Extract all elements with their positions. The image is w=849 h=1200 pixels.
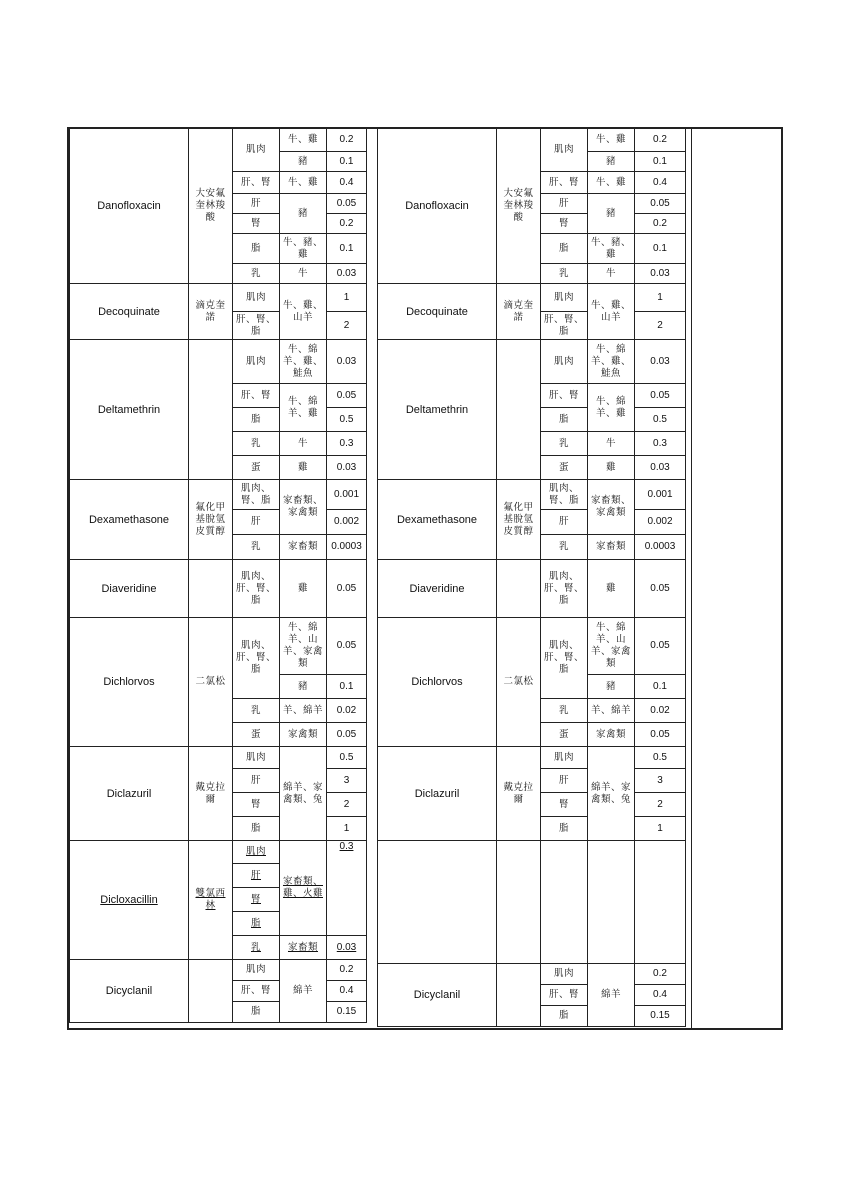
- limit-value: 0.02: [327, 699, 367, 723]
- tissue-cell: 蛋: [541, 723, 588, 747]
- limit-value: 0.002: [635, 510, 686, 535]
- species-cell: 豬: [588, 675, 635, 699]
- limit-value: 0.2: [327, 214, 367, 234]
- drug-chinese-name-underlined: 雙氯西林: [189, 841, 233, 960]
- limit-value: 0.2: [635, 964, 686, 985]
- limit-value: 0.5: [635, 747, 686, 769]
- drug-chinese-name: [189, 560, 233, 618]
- limit-value: 0.05: [635, 618, 686, 675]
- limit-value: 0.001: [327, 480, 367, 510]
- tissue-cell: 肝、腎、脂: [541, 312, 588, 340]
- species-cell: 豬: [588, 194, 635, 234]
- drug-name: Dichlorvos: [70, 618, 189, 747]
- species-cell: 豬: [280, 675, 327, 699]
- tissue-cell: 肝、腎: [233, 172, 280, 194]
- drug-name: Deltamethrin: [378, 340, 497, 480]
- tissue-cell: 肝: [233, 769, 280, 793]
- limit-value: 0.3: [327, 432, 367, 456]
- tissue-cell: 脂: [233, 408, 280, 432]
- limit-value: 0.05: [635, 194, 686, 214]
- limit-value: 1: [635, 284, 686, 312]
- drug-chinese-name: 大安氟奎林羧酸: [189, 129, 233, 284]
- limit-value: 2: [635, 312, 686, 340]
- frame-divider: [691, 127, 692, 1030]
- drug-name: Dexamethasone: [70, 480, 189, 560]
- limit-value: 0.03: [327, 456, 367, 480]
- limit-value: 0.2: [635, 214, 686, 234]
- limit-value: 0.03: [327, 340, 367, 384]
- tissue-cell: 肌肉: [233, 340, 280, 384]
- limit-value: 0.1: [327, 152, 367, 172]
- limit-value: 0.0003: [327, 535, 367, 560]
- tissue-cell: 肌肉: [233, 841, 280, 864]
- drug-name: Diaveridine: [378, 560, 497, 618]
- limit-value: 0.03: [635, 340, 686, 384]
- tissue-cell: 脂: [233, 912, 280, 936]
- limit-value: 0.2: [327, 129, 367, 152]
- limit-value: 0.03: [635, 456, 686, 480]
- tissue-cell: 肝: [233, 864, 280, 888]
- tissue-cell: 肌肉、腎、脂: [233, 480, 280, 510]
- residue-table-right: [377, 128, 686, 1027]
- drug-name: Danofloxacin: [378, 129, 497, 284]
- species-cell: 牛、綿羊、雞: [280, 384, 327, 432]
- limit-value: 2: [327, 793, 367, 817]
- species-cell: 豬: [280, 194, 327, 234]
- drug-chinese-name: [189, 340, 233, 480]
- drug-chinese-name: [497, 340, 541, 480]
- species-cell: 綿羊: [588, 964, 635, 1027]
- species-cell: 雞: [280, 456, 327, 480]
- tissue-cell: 蛋: [233, 456, 280, 480]
- tissue-cell: 脂: [541, 1006, 588, 1027]
- species-cell: 家畜類、家禽類: [588, 480, 635, 535]
- species-cell: 羊、綿羊: [280, 699, 327, 723]
- tissue-cell: 肝: [233, 510, 280, 535]
- limit-value: 0.2: [635, 129, 686, 152]
- species-cell: 綿羊、家禽類、兔: [588, 747, 635, 841]
- species-cell: 牛: [280, 264, 327, 284]
- species-cell: 豬: [280, 152, 327, 172]
- limit-value: 3: [327, 769, 367, 793]
- species-cell: 家畜類: [588, 535, 635, 560]
- species-cell: 家畜類、雞、火雞: [280, 841, 327, 936]
- species-cell: 牛、豬、雞: [280, 234, 327, 264]
- limit-value: 0.1: [635, 152, 686, 172]
- tissue-cell: 乳: [233, 699, 280, 723]
- empty-cell: [541, 841, 588, 964]
- tissue-cell: 肝、腎: [233, 384, 280, 408]
- residue-table-left: [69, 128, 367, 1023]
- species-cell: 牛、雞、山羊: [280, 284, 327, 340]
- species-cell: 牛、雞: [280, 172, 327, 194]
- species-cell: 牛、綿羊、山羊、家禽類: [588, 618, 635, 675]
- tissue-cell: 肌肉、肝、腎、脂: [541, 618, 588, 699]
- tissue-cell: 脂: [541, 817, 588, 841]
- species-cell: 家畜類: [280, 535, 327, 560]
- tissue-cell: 肌肉: [233, 960, 280, 981]
- limit-value: 0.15: [327, 1002, 367, 1023]
- tissue-cell: 脂: [541, 234, 588, 264]
- limit-value: 1: [327, 817, 367, 841]
- species-cell: 牛、綿羊、雞、鮭魚: [588, 340, 635, 384]
- drug-name: Dicyclanil: [378, 964, 497, 1027]
- drug-name: Danofloxacin: [70, 129, 189, 284]
- limit-value: 0.05: [327, 384, 367, 408]
- drug-chinese-name: [497, 560, 541, 618]
- limit-value: 1: [327, 284, 367, 312]
- tissue-cell: 腎: [233, 214, 280, 234]
- tissue-cell: 肝、腎、脂: [233, 312, 280, 340]
- limit-value: 0.3: [635, 432, 686, 456]
- drug-chinese-name: 氟化甲基脫氫皮質醇: [189, 480, 233, 560]
- tissue-cell: 肌肉、肝、腎、脂: [541, 560, 588, 618]
- tissue-cell: 肌肉: [233, 129, 280, 172]
- limit-value: 0.02: [635, 699, 686, 723]
- species-cell: 家禽類: [280, 723, 327, 747]
- species-cell: 雞: [280, 560, 327, 618]
- tissue-cell: 肝、腎: [541, 985, 588, 1006]
- limit-value: 3: [635, 769, 686, 793]
- species-cell: 家畜類、家禽類: [280, 480, 327, 535]
- drug-name: Deltamethrin: [70, 340, 189, 480]
- species-cell: 牛、綿羊、山羊、家禽類: [280, 618, 327, 675]
- drug-name: Dicyclanil: [70, 960, 189, 1023]
- limit-value: 0.1: [635, 234, 686, 264]
- species-cell: 牛、綿羊、雞: [588, 384, 635, 432]
- tissue-cell: 肝: [541, 510, 588, 535]
- drug-chinese-name: 氟化甲基脫氫皮質醇: [497, 480, 541, 560]
- species-cell: 羊、綿羊: [588, 699, 635, 723]
- species-cell: 牛、雞: [588, 172, 635, 194]
- limit-value: 0.4: [635, 985, 686, 1006]
- species-cell: 雞: [588, 560, 635, 618]
- tissue-cell: 肌肉: [541, 284, 588, 312]
- tissue-cell: 腎: [541, 214, 588, 234]
- species-cell: 牛、豬、雞: [588, 234, 635, 264]
- species-cell: 豬: [588, 152, 635, 172]
- tissue-cell: 肝、腎: [541, 384, 588, 408]
- tissue-cell: 肌肉: [541, 129, 588, 172]
- tissue-cell: 肌肉: [233, 747, 280, 769]
- drug-chinese-name: 二氯松: [189, 618, 233, 747]
- tissue-cell: 腎: [233, 888, 280, 912]
- tissue-cell: 肝: [541, 194, 588, 214]
- species-cell: 綿羊、家禽類、兔: [280, 747, 327, 841]
- limit-value: 0.5: [635, 408, 686, 432]
- tissue-cell: 脂: [233, 817, 280, 841]
- tissue-cell: 肌肉、肝、腎、脂: [233, 618, 280, 699]
- limit-value: 0.5: [327, 747, 367, 769]
- limit-value: 0.4: [327, 981, 367, 1002]
- drug-name: Dichlorvos: [378, 618, 497, 747]
- limit-value: 0.05: [635, 384, 686, 408]
- drug-name: Diclazuril: [378, 747, 497, 841]
- limit-value: 0.1: [327, 234, 367, 264]
- tissue-cell: 肌肉: [541, 747, 588, 769]
- drug-chinese-name: 二氯松: [497, 618, 541, 747]
- tissue-cell: 腎: [233, 793, 280, 817]
- tissue-cell: 腎: [541, 793, 588, 817]
- tissue-cell: 肌肉: [541, 340, 588, 384]
- limit-value: 0.4: [635, 172, 686, 194]
- tissue-cell: 肝、腎: [233, 981, 280, 1002]
- limit-value: 0.05: [327, 560, 367, 618]
- drug-name: Diclazuril: [70, 747, 189, 841]
- species-cell: 牛: [588, 432, 635, 456]
- drug-chinese-name: 戴克拉爾: [497, 747, 541, 841]
- drug-chinese-name: 戴克拉爾: [189, 747, 233, 841]
- limit-value: 0.05: [635, 723, 686, 747]
- tissue-cell: 乳: [541, 432, 588, 456]
- limit-value: 0.05: [327, 194, 367, 214]
- limit-value: 0.03: [635, 264, 686, 284]
- limit-value: 2: [635, 793, 686, 817]
- tissue-cell: 肌肉: [541, 964, 588, 985]
- drug-name: Decoquinate: [70, 284, 189, 340]
- tissue-cell: 乳: [541, 699, 588, 723]
- drug-chinese-name: 大安氟奎林羧酸: [497, 129, 541, 284]
- tissue-cell: 乳: [233, 535, 280, 560]
- species-cell: 家畜類: [280, 936, 327, 960]
- tissue-cell: 脂: [233, 234, 280, 264]
- empty-cell: [635, 841, 686, 964]
- empty-cell: [378, 841, 497, 964]
- tissue-cell: 乳: [541, 264, 588, 284]
- tissue-cell: 脂: [233, 1002, 280, 1023]
- tissue-cell: 肌肉、肝、腎、脂: [233, 560, 280, 618]
- species-cell: 牛、雞: [280, 129, 327, 152]
- limit-value: 2: [327, 312, 367, 340]
- limit-value: 0.001: [635, 480, 686, 510]
- tissue-cell: 乳: [233, 936, 280, 960]
- tissue-cell: 乳: [541, 535, 588, 560]
- limit-value: 0.4: [327, 172, 367, 194]
- limit-value: 0.05: [327, 723, 367, 747]
- drug-name: Decoquinate: [378, 284, 497, 340]
- tissue-cell: 乳: [233, 432, 280, 456]
- limit-value: 1: [635, 817, 686, 841]
- drug-chinese-name: 滴克奎諾: [189, 284, 233, 340]
- drug-name: Dexamethasone: [378, 480, 497, 560]
- limit-value: 0.1: [327, 675, 367, 699]
- tissue-cell: 蛋: [233, 723, 280, 747]
- tissue-cell: 肝、腎: [541, 172, 588, 194]
- species-cell: 綿羊: [280, 960, 327, 1023]
- tissue-cell: 肌肉: [233, 284, 280, 312]
- empty-cell: [497, 841, 541, 964]
- species-cell: 牛、綿羊、雞、鮭魚: [280, 340, 327, 384]
- species-cell: 家禽類: [588, 723, 635, 747]
- drug-chinese-name: 滴克奎諾: [497, 284, 541, 340]
- limit-value: 0.15: [635, 1006, 686, 1027]
- species-cell: 牛: [588, 264, 635, 284]
- limit-value: 0.0003: [635, 535, 686, 560]
- limit-value: 0.3: [327, 841, 367, 936]
- limit-value: 0.2: [327, 960, 367, 981]
- species-cell: 牛、雞、山羊: [588, 284, 635, 340]
- tissue-cell: 肝: [541, 769, 588, 793]
- limit-value: 0.002: [327, 510, 367, 535]
- limit-value: 0.05: [327, 618, 367, 675]
- limit-value: 0.03: [327, 936, 367, 960]
- tissue-cell: 肌肉、腎、脂: [541, 480, 588, 510]
- limit-value: 0.1: [635, 675, 686, 699]
- limit-value: 0.03: [327, 264, 367, 284]
- species-cell: 牛、雞: [588, 129, 635, 152]
- drug-name: Diaveridine: [70, 560, 189, 618]
- empty-cell: [588, 841, 635, 964]
- species-cell: 牛: [280, 432, 327, 456]
- limit-value: 0.05: [635, 560, 686, 618]
- tissue-cell: 乳: [233, 264, 280, 284]
- tissue-cell: 脂: [541, 408, 588, 432]
- drug-chinese-name: [189, 960, 233, 1023]
- drug-chinese-name: [497, 964, 541, 1027]
- limit-value: 0.5: [327, 408, 367, 432]
- tissue-cell: 蛋: [541, 456, 588, 480]
- species-cell: 雞: [588, 456, 635, 480]
- tissue-cell: 肝: [233, 194, 280, 214]
- drug-name-underlined: Dicloxacillin: [70, 841, 189, 960]
